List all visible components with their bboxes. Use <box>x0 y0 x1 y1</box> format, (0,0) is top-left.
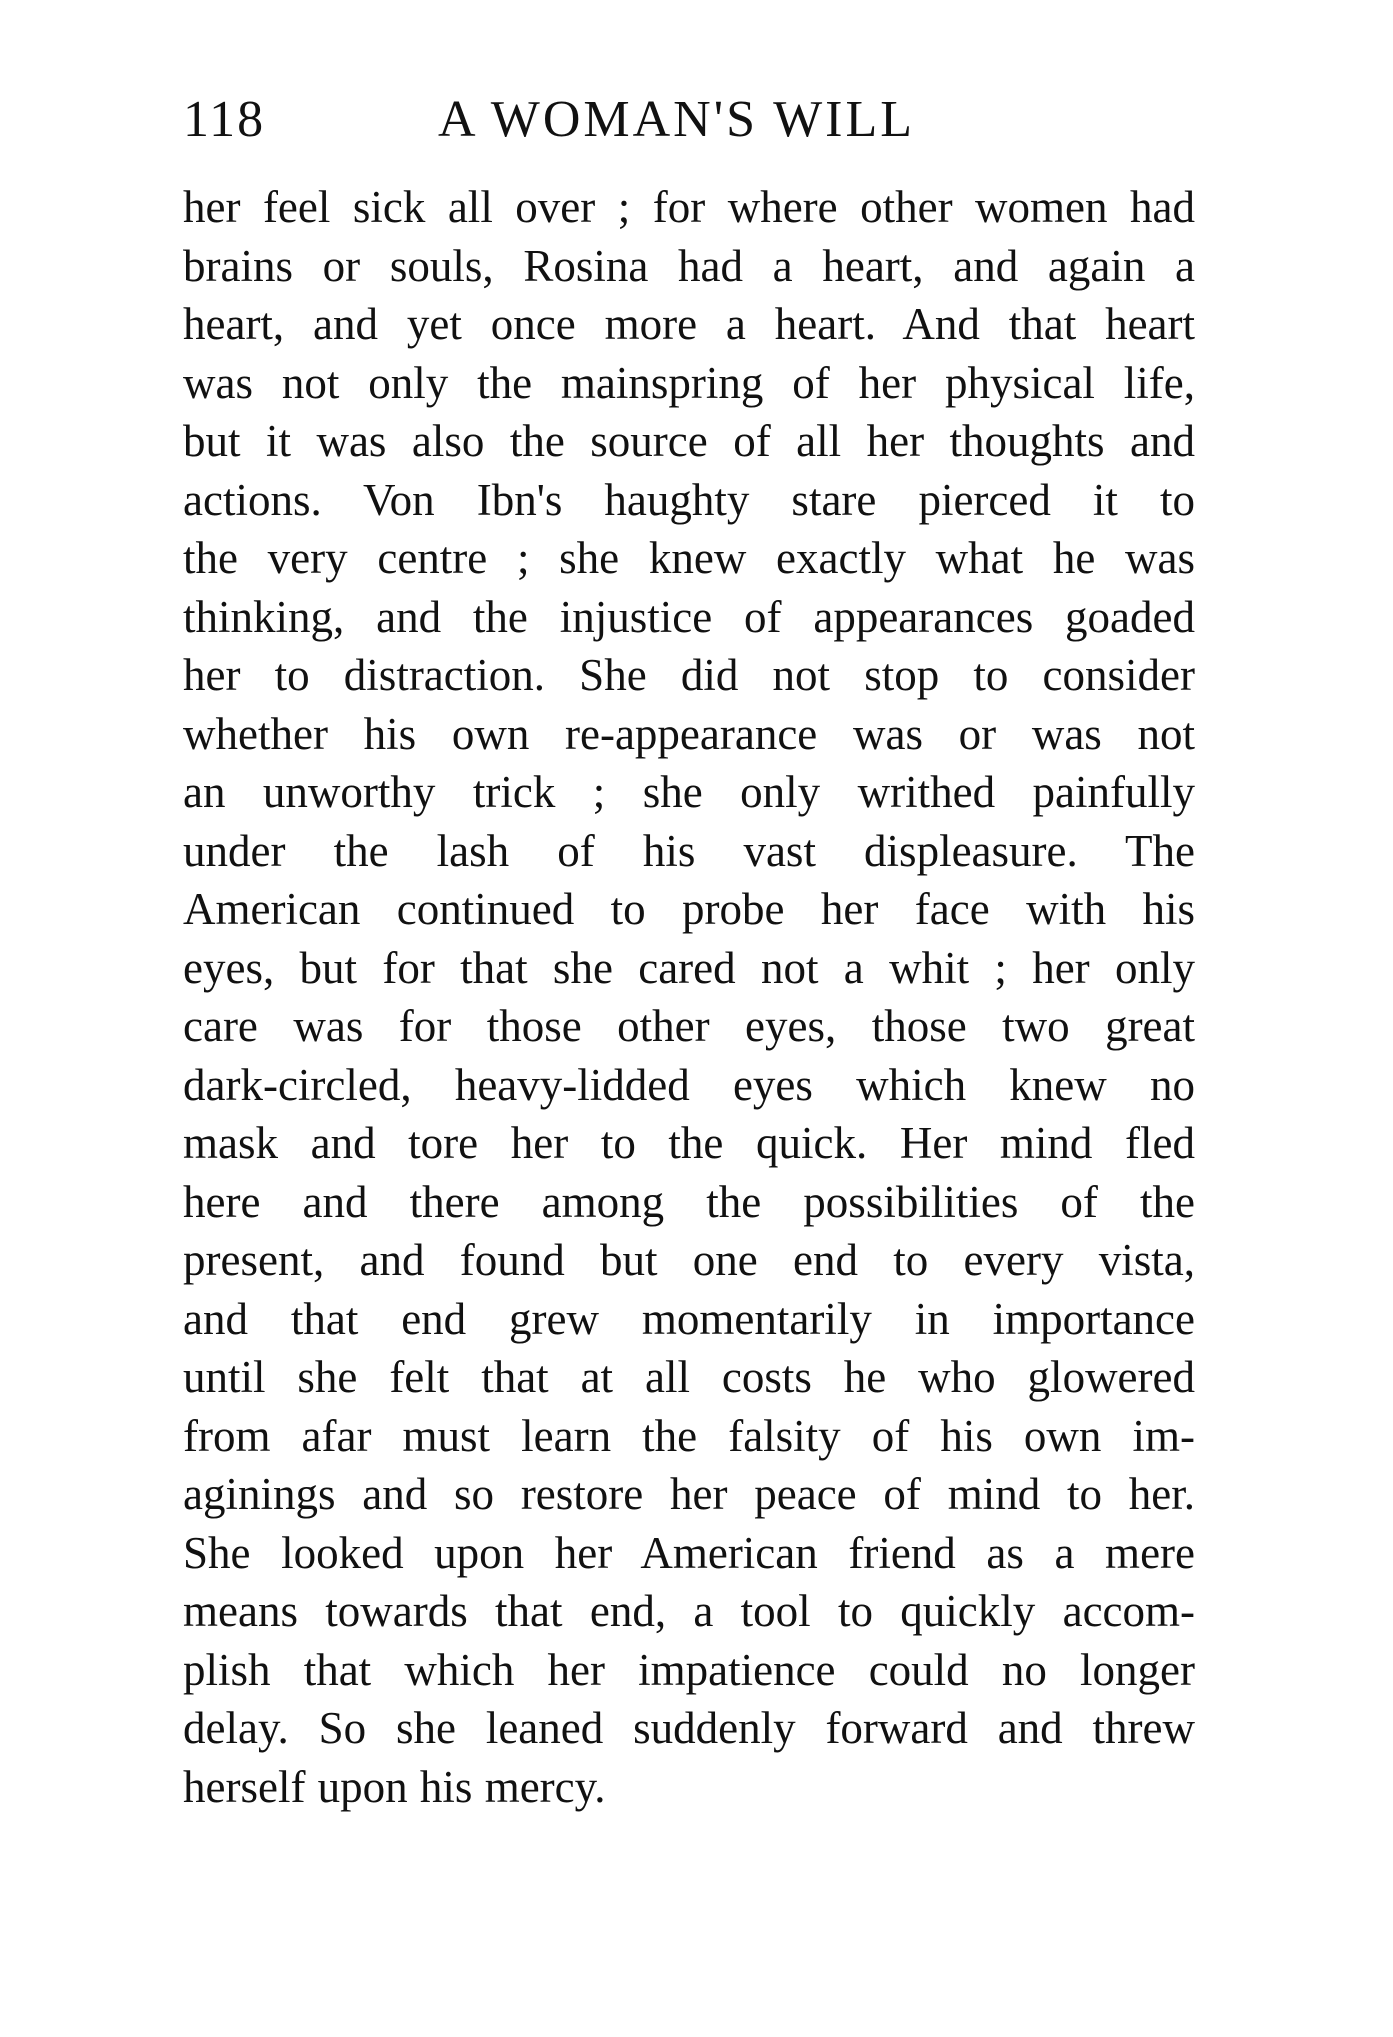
page-header <box>183 80 1195 160</box>
text-line: the very centre ; she knew exactly what he was <box>183 533 1195 583</box>
text-line: She looked upon her American friend as a mere <box>183 1527 1195 1578</box>
text-line: actions. Von Ibn's haughty stare pierced it to <box>183 474 1195 525</box>
text-line: dark-circled, heavy-lidded eyes which knew no <box>183 1059 1195 1110</box>
text-line: until she felt that at all costs he who glowered <box>183 1352 1195 1402</box>
text-line: under the lash of his vast displeasure. The <box>183 825 1195 876</box>
text-line: mask and tore her to the quick. Her mind fled <box>183 1118 1195 1168</box>
text-line: present, and found but one end to every vista, <box>183 1235 1195 1285</box>
page-number: 118 <box>183 91 266 148</box>
text-line: delay. So she leaned suddenly forward and threw <box>183 1703 1195 1753</box>
text-line: plish that which her impatience could no longer <box>183 1644 1195 1695</box>
text-line: from afar must learn the falsity of his own im- <box>183 1410 1195 1461</box>
body-text <box>183 178 1195 1816</box>
text-line: thinking, and the injustice of appearances goaded <box>183 591 1195 642</box>
text-line: but it was also the source of all her thoughts and <box>183 416 1195 466</box>
text-line: eyes, but for that she cared not a whit ; her only <box>183 942 1195 993</box>
text-line: aginings and so restore her peace of mind to her. <box>183 1469 1195 1519</box>
text-line: heart, and yet once more a heart. And that heart <box>183 299 1195 349</box>
text-line: means towards that end, a tool to quickly accom- <box>183 1586 1195 1636</box>
text-line: was not only the mainspring of her physical life, <box>183 357 1195 408</box>
text-line: herself upon his mercy. <box>183 1761 606 1812</box>
text-line: her feel sick all over ; for where other women had <box>183 182 1195 232</box>
text-line: her to distraction. She did not stop to consider <box>183 650 1195 700</box>
text-line: brains or souls, Rosina had a heart, and again a <box>183 240 1195 291</box>
text-line: and that end grew momentarily in importance <box>183 1293 1195 1344</box>
text-line: an unworthy trick ; she only writhed painfully <box>183 767 1195 817</box>
text-line: whether his own re-appearance was or was not <box>183 708 1195 759</box>
running-title: A WOMAN'S WILL <box>438 91 915 148</box>
text-line: care was for those other eyes, those two great <box>183 1001 1195 1051</box>
text-line: here and there among the possibilities of the <box>183 1176 1195 1227</box>
text-line: American continued to probe her face with his <box>183 884 1195 934</box>
